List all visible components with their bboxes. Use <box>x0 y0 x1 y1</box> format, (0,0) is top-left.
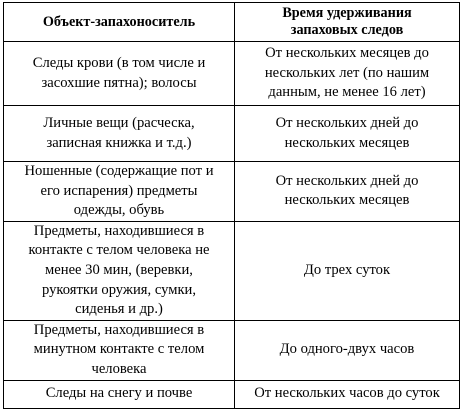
object-cell: Следы на снегу и почве <box>4 380 235 408</box>
table-header-row <box>4 3 460 42</box>
retention-cell: От нескольких часов до суток <box>235 380 460 408</box>
table-row <box>4 320 460 380</box>
table-row <box>4 106 460 162</box>
column-header-retention-time: Время удерживания запаховых следов <box>235 3 460 42</box>
retention-cell: От нескольких месяцев до нескольких лет (по нашим данным, не менее 16 лет) <box>235 42 460 106</box>
column-header-object: Объект-запахоноситель <box>4 3 235 42</box>
object-cell: Личные вещи (расческа, записная книжка и т.д.) <box>4 106 235 162</box>
table-row <box>4 221 460 320</box>
retention-cell: От нескольких дней до нескольких месяцев <box>235 106 460 162</box>
retention-cell: До одного-двух часов <box>235 320 460 380</box>
odor-retention-table <box>3 2 460 409</box>
object-cell: Следы крови (в том числе и засохшие пятна); волосы <box>4 42 235 106</box>
table-row <box>4 380 460 408</box>
object-cell: Ношенные (содержащие пот и его испарения) предметы одежды, обувь <box>4 162 235 222</box>
table-row <box>4 42 460 106</box>
table-row <box>4 162 460 222</box>
object-cell: Предметы, находившиеся в минутном контакте с телом человека <box>4 320 235 380</box>
retention-cell: До трех суток <box>235 221 460 320</box>
object-cell: Предметы, находившиеся в контакте с телом человека не менее 30 мин, (веревки, рукоятки оружия, сумки, сиденья и др.) <box>4 221 235 320</box>
retention-cell: От нескольких дней до нескольких месяцев <box>235 162 460 222</box>
